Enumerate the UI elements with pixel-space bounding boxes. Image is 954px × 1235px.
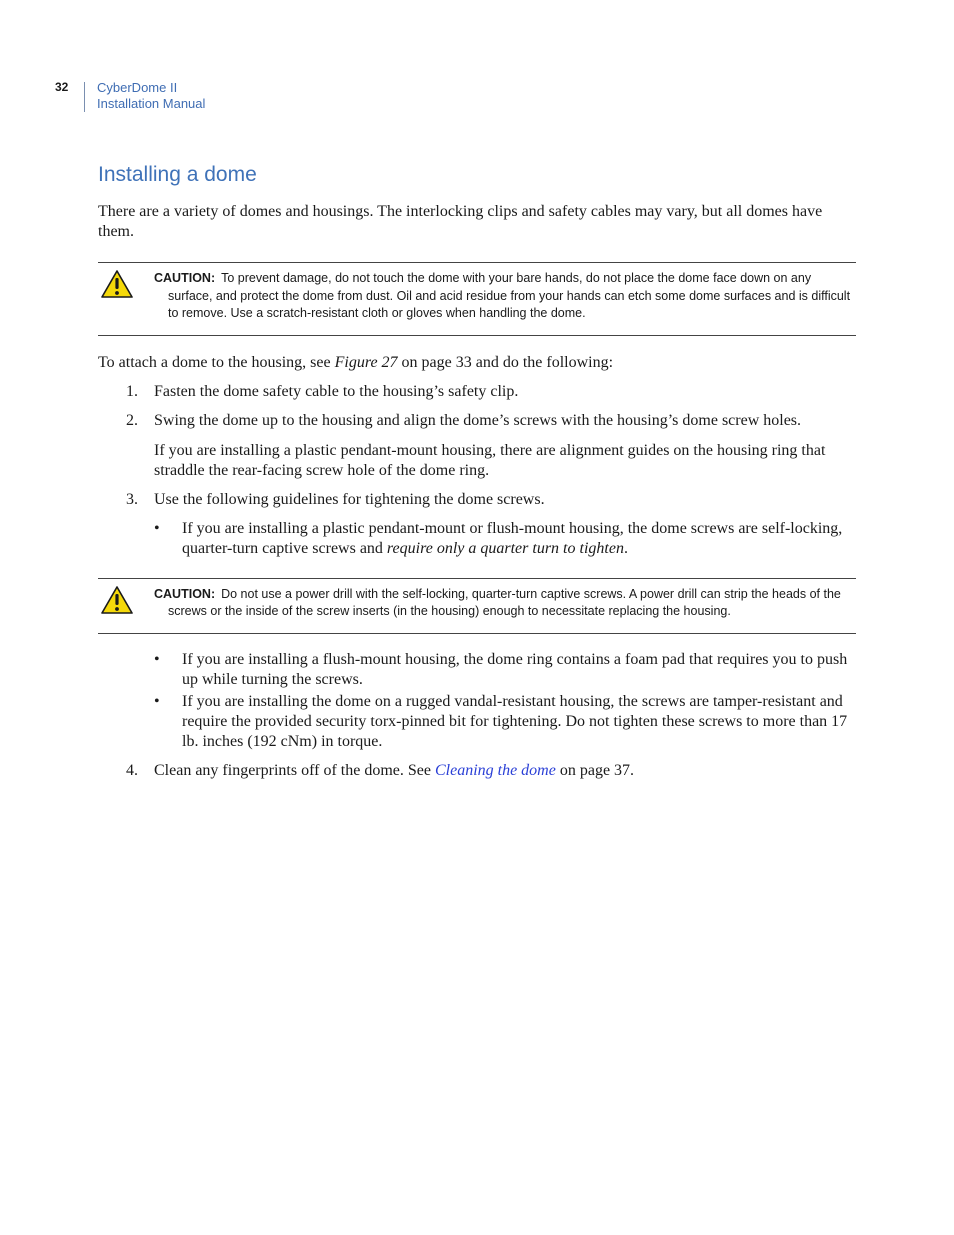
step-number: 3.: [126, 490, 138, 508]
caution-label: CAUTION:: [154, 586, 216, 601]
bullet-text: If you are installing the dome on a rugged vandal-resistant housing, the screws are tamper-resistant and require the provided security torx-pinned bit for tightening. Do not tighten these screws to more than 17 lb. inches (192 cNm) in torque.: [182, 692, 848, 750]
caution-label: CAUTION:: [154, 271, 216, 285]
caution-box: [98, 262, 856, 336]
section-title: Installing a dome: [98, 163, 257, 186]
step-number: 4.: [126, 761, 138, 779]
figure-reference: Figure 27: [334, 353, 398, 371]
header-divider: [84, 82, 85, 112]
step-item: [98, 490, 856, 510]
steps-intro: [98, 353, 856, 373]
bullet-item: [98, 650, 856, 690]
step-text-end: on page 37.: [555, 761, 635, 779]
steps-intro-text: To attach a dome to the housing, see: [98, 353, 335, 371]
intro-paragraph: There are a variety of domes and housings. The interlocking clips and safety cables may vary, but all domes have them.: [98, 203, 823, 240]
page-number: 32: [55, 80, 69, 94]
bullet-glyph: •: [154, 692, 160, 710]
page-content: [98, 160, 856, 781]
header-manual: Installation Manual: [97, 96, 206, 111]
caution-text: [154, 586, 856, 621]
step-item: [98, 411, 856, 431]
bullet-item: [98, 692, 856, 752]
bullet-emphasis: require only a quarter turn to tighten: [386, 539, 624, 557]
caution-box: [98, 578, 856, 634]
step-number: 1.: [126, 382, 138, 400]
warning-triangle-icon: [100, 269, 134, 299]
step-item: [98, 761, 856, 781]
step-item: [98, 382, 856, 402]
header-title: [97, 80, 205, 112]
step-note: If you are installing a plastic pendant-mount housing, there are alignment guides on the housing ring that straddle the rear-facing screw hole of the dome ring.: [154, 441, 826, 479]
step-text: Swing the dome up to the housing and align the dome’s screws with the housing’s dome screw holes.: [154, 411, 802, 429]
bullet-glyph: •: [154, 519, 160, 537]
step-text: Clean any fingerprints off of the dome. See: [154, 761, 435, 779]
bullet-item: [98, 519, 856, 559]
bullet-text: If you are installing a plastic pendant-mount or flush-mount housing, the dome screws are self-locking, quarter-turn captive screws and: [182, 519, 843, 557]
step-number: 2.: [126, 411, 138, 429]
caution-body: To prevent damage, do not touch the dome with your bare hands, do not place the dome face down on any surface, and protect the dome from dust. Oil and acid residue from your hands can etch some dome surfaces and is difficult to remove. Use a scratch-resistant cloth or gloves when handling the dome.: [168, 271, 851, 320]
bullet-list: [98, 650, 856, 752]
step-text: Fasten the dome safety cable to the housing’s safety clip.: [154, 382, 519, 400]
bullet-text: If you are installing a flush-mount housing, the dome ring contains a foam pad that requires you to push up while turning the screws.: [182, 650, 848, 688]
caution-text: [154, 270, 856, 323]
cleaning-dome-link[interactable]: Cleaning the dome: [434, 761, 556, 779]
bullet-glyph: •: [154, 650, 160, 668]
bullet-text-end: .: [623, 539, 628, 557]
step-text: Use the following guidelines for tightening the dome screws.: [154, 490, 545, 508]
header-product: CyberDome II: [97, 80, 178, 95]
caution-body: Do not use a power drill with the self-locking, quarter-turn captive screws. A power drill can strip the heads of the screws or the inside of the screw inserts (in the housing) enough to necessitate replacing the housing.: [168, 586, 841, 618]
warning-triangle-icon: [100, 585, 134, 615]
steps-intro-text-end: on page 33 and do the following:: [397, 353, 614, 371]
